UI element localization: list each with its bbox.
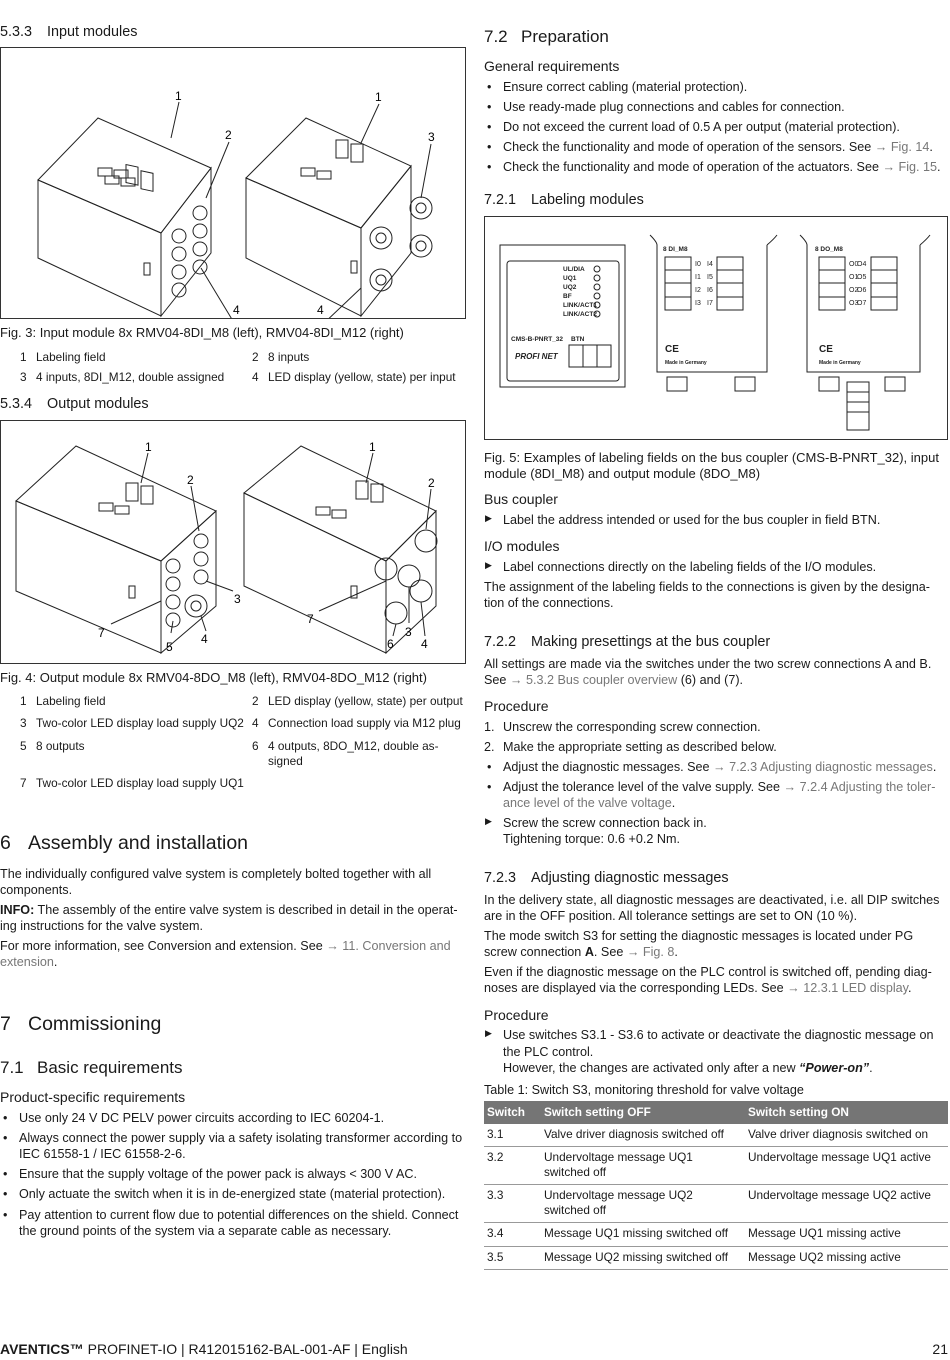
m2-label: O1 xyxy=(849,273,859,281)
link-adjusting-diagnostic-messages[interactable]: → 7.2.3 Adjusting diagnostic messages xyxy=(713,759,933,774)
io-modules-paragraph: The assignment of the labeling fields to the connections is given by the designa-tion of the connections. xyxy=(484,579,930,611)
bc-led-label: UL/DIA xyxy=(563,265,585,273)
section-5-3-3-heading: 5.3.3 Input modules xyxy=(0,24,138,40)
table-row: 3.4 Message UQ1 missing switched off Message UQ1 missing active xyxy=(484,1223,948,1246)
s6-paragraph-1: The individually configured valve system is completely bolted together with all components. xyxy=(0,866,432,897)
m2-label: O7 xyxy=(857,299,867,307)
section-7-1-heading: 7.1 Basic requirements xyxy=(0,1058,183,1078)
table-row: 3.2 Undervoltage message UQ1 switched off Undervoltage message UQ1 active xyxy=(484,1147,948,1185)
switch-instruction: ▶ Use switches S3.1 - S3.6 to activate or deactivate the diagnostic message on the PLC control. However, the changes are activated only after a new “Power-on”. xyxy=(484,1027,946,1075)
m1-label: I4 xyxy=(707,260,713,268)
figure-4-legend: 1 Labeling field 2 LED display (yellow, state) per output 3 Two-color LED display load supply UQ2 4 Connection load supply via M12 plug 5 8 outputs 6 4 outputs, 8DO_M12, double as-signed 7 Two-color LED display load supply UQ1 xyxy=(20,694,463,790)
figure-3-caption: Fig. 3: Input module 8x RMV04-8DI_M8 (left), RMV04-8DI_M12 (right) xyxy=(0,325,404,341)
list-item: • Use only 24 V DC PELV power circuits according to IEC 60204-1. xyxy=(0,1110,466,1126)
table-header: Switch setting OFF xyxy=(541,1101,745,1124)
list-item: • Use ready-made plug connections and cables for connection. xyxy=(484,99,946,115)
module-2-made: Made in Germany xyxy=(819,359,861,366)
bc-led-label: BF xyxy=(563,292,572,300)
figure-5-caption: Fig. 5: Examples of labeling fields on the bus coupler (CMS-B-PNRT_32), input module (8DI_M8) and output module (8DO_M8) xyxy=(484,449,939,482)
procedure-step-1: 1. Unscrew the corresponding screw connection. xyxy=(484,719,761,734)
list-item: • Pay attention to current flow due to potential differences on the shield. Connect the ground points of the system via a separate cable as necessary. xyxy=(0,1207,466,1239)
page-footer xyxy=(0,1341,948,1359)
footer-brand: AVENTICS™ xyxy=(0,1341,84,1357)
list-item: • Adjust the diagnostic messages. See → 7.2.3 Adjusting diagnostic messages. xyxy=(484,759,946,775)
fig4-callout-1b: 1 xyxy=(369,439,376,454)
m1-label: I0 xyxy=(695,260,701,268)
m1-label: I1 xyxy=(695,273,701,281)
link-led-display[interactable]: → 12.3.1 LED display xyxy=(787,981,909,996)
module-2-name: 8 DO_M8 xyxy=(815,245,843,253)
bc-name: CMS-B-PNRT_32 xyxy=(511,335,564,343)
procedure-step-2: 2. Make the appropriate setting as described below. xyxy=(484,739,777,754)
fig3-callout-1a: 1 xyxy=(175,89,182,104)
list-item: • Check the functionality and mode of operation of the actuators. See → Fig. 15. xyxy=(484,159,946,175)
fig4-callout-5: 5 xyxy=(166,639,173,654)
list-item: • Ensure correct cabling (material protection). xyxy=(484,79,946,95)
fig4-callout-7a: 7 xyxy=(98,625,105,640)
general-requirements-heading: General requirements xyxy=(484,57,620,74)
m2-label: O2 xyxy=(849,286,859,294)
bc-led-label: LINK/ACT2 xyxy=(563,310,597,318)
section-7-2-3-heading: 7.2.3 Adjusting diagnostic messages xyxy=(484,870,729,887)
m2-label: O0 xyxy=(849,260,859,268)
module-1-made: Made in Germany xyxy=(665,359,707,366)
m1-label: I6 xyxy=(707,286,713,294)
fig4-callout-2a: 2 xyxy=(187,472,194,487)
fig4-callout-7b: 7 xyxy=(307,611,314,626)
s6-info: INFO: The assembly of the entire valve system is described in detail in the operat-ing instructions for the valve system. xyxy=(0,902,458,934)
fig3-callout-2: 2 xyxy=(225,128,232,143)
product-requirements-list xyxy=(0,1110,466,1239)
fig4-callout-1a: 1 xyxy=(145,439,152,454)
link-fig-8[interactable]: → Fig. 8 xyxy=(626,945,675,960)
bc-led-label: LINK/ACT1 xyxy=(563,301,597,309)
fig3-callout-4b: 4 xyxy=(317,303,324,318)
bc-btn-label: BTN xyxy=(571,335,585,343)
module-2-ce: CE xyxy=(819,343,833,355)
table-1-caption: Table 1: Switch S3, monitoring threshold for valve voltage xyxy=(484,1082,804,1097)
bc-led-label: UQ1 xyxy=(563,274,577,282)
fig4-callout-2b: 2 xyxy=(428,475,435,490)
s723-paragraph-1: In the delivery state, all diagnostic messages are deactivated, i.e. all DIP switches are in the OFF position. All tolerance settings are set to ON (10 %). xyxy=(484,892,940,924)
fig3-callout-4a: 4 xyxy=(233,303,240,318)
m2-label: O3 xyxy=(849,299,859,307)
s723-paragraph-2: The mode switch S3 for setting the diagnostic messages is located under PG screw connection A. See → Fig. 8. xyxy=(484,929,914,960)
fig4-callout-3b: 3 xyxy=(405,624,412,639)
list-item: • Adjust the tolerance level of the valve supply. See → 7.2.4 Adjusting the toler-ance level of the valve voltage. xyxy=(484,779,946,811)
m2-label: O5 xyxy=(857,273,867,281)
figure-5-drawing xyxy=(485,217,947,439)
procedure-heading-1: Procedure xyxy=(484,697,549,714)
figure-4 xyxy=(0,420,466,664)
product-specific-requirements-heading: Product-specific requirements xyxy=(0,1089,186,1106)
table-row: 3.3 Undervoltage message UQ2 switched off Undervoltage message UQ2 active xyxy=(484,1185,948,1223)
list-item: • Only actuate the switch when it is in de-energized state (material protection). xyxy=(0,1186,466,1202)
figure-4-drawing xyxy=(1,421,465,663)
procedure-heading-2: Procedure xyxy=(484,1006,549,1023)
footer-document-info: PROFINET-IO | R412015162-BAL-001-AF | English xyxy=(83,1341,408,1357)
general-requirements-list xyxy=(484,79,946,176)
figure-3 xyxy=(0,47,466,319)
m2-label: O6 xyxy=(857,286,867,294)
list-item: • Always connect the power supply via a safety isolating transformer according to IEC 61558-1 / IEC 61558-2-6. xyxy=(0,1130,466,1162)
io-modules-instruction: ▶ Label connections directly on the labeling fields of the I/O modules. xyxy=(484,559,946,575)
presetting-list xyxy=(484,759,946,811)
section-7-2-2-heading: 7.2.2 Making presettings at the bus coupler xyxy=(484,634,771,651)
m1-label: I3 xyxy=(695,299,701,307)
figure-3-legend: 1 Labeling field 2 8 inputs 3 4 inputs, 8DI_M12, double assigned 4 LED display (yellow, state) per input xyxy=(20,350,456,385)
s6-paragraph-3: For more information, see Conversion and extension. See → 11. Conversion and extension. xyxy=(0,939,451,970)
fig4-callout-4b: 4 xyxy=(421,636,428,651)
module-1-ce: CE xyxy=(665,343,679,355)
screw-back-instruction: ▶ Screw the screw connection back in. Tightening torque: 0.6 +0.2 Nm. xyxy=(484,815,946,847)
s723-paragraph-3: Even if the diagnostic message on the PLC control is switched off, pending diag-noses are displayed via the corresponding LEDs. See → 12.3.1 LED display. xyxy=(484,965,932,996)
link-fig-15[interactable]: → Fig. 15 xyxy=(882,160,938,175)
m1-label: I7 xyxy=(707,299,713,307)
section-7-2-1-heading: 7.2.1 Labeling modules xyxy=(484,192,644,209)
link-conversion-extension[interactable]: → 11. Conversion and extension xyxy=(0,939,451,970)
m2-label: O4 xyxy=(857,260,867,268)
m1-label: I2 xyxy=(695,286,701,294)
table-header: Switch setting ON xyxy=(745,1101,948,1124)
table-row: 3.5 Message UQ2 missing switched off Message UQ2 missing active xyxy=(484,1246,948,1269)
table-row: 3.1 Valve driver diagnosis switched off Valve driver diagnosis switched on xyxy=(484,1124,948,1147)
s722-paragraph: All settings are made via the switches under the two screw connections A and B. See → 5.3.2 Bus coupler overview (6) and (7). xyxy=(484,656,932,687)
list-item: • Do not exceed the current load of 0.5 A per output (material protection). xyxy=(484,119,946,135)
fig3-callout-3: 3 xyxy=(428,130,435,145)
section-5-3-4-heading: 5.3.4 Output modules xyxy=(0,396,149,413)
module-1-name: 8 DI_M8 xyxy=(663,245,688,253)
fig3-callout-1b: 1 xyxy=(375,90,382,105)
link-bus-coupler-overview[interactable]: → 5.3.2 Bus coupler overview xyxy=(509,672,678,687)
right-column xyxy=(484,26,946,1270)
figure-3-drawing xyxy=(1,48,465,318)
left-column xyxy=(0,20,466,1245)
bus-coupler-heading: Bus coupler xyxy=(484,490,558,507)
fig4-callout-4a: 4 xyxy=(201,631,208,646)
figure-5 xyxy=(484,216,948,440)
bc-led-label: UQ2 xyxy=(563,283,577,291)
section-7-2-heading: 7.2 Preparation xyxy=(484,27,609,46)
switch-s3-table xyxy=(484,1101,948,1270)
table-header-row xyxy=(484,1101,948,1124)
section-6-heading: 6 Assembly and installation xyxy=(0,831,249,854)
bus-coupler-instruction: ▶ Label the address intended or used for the bus coupler in field BTN. xyxy=(484,512,946,528)
link-adjusting-tolerance-level[interactable]: → 7.2.4 Adjusting the toler-ance level of the valve voltage xyxy=(503,780,936,811)
figure-4-caption: Fig. 4: Output module 8x RMV04-8DO_M8 (left), RMV04-8DO_M12 (right) xyxy=(0,669,427,685)
io-modules-heading: I/O modules xyxy=(484,537,560,554)
m1-label: I5 xyxy=(707,273,713,281)
profinet-logo: PROFI NET xyxy=(515,351,558,361)
fig4-callout-3a: 3 xyxy=(234,591,241,606)
list-item: • Ensure that the supply voltage of the power pack is always < 300 V AC. xyxy=(0,1166,466,1182)
link-fig-14[interactable]: → Fig. 14 xyxy=(874,139,930,154)
list-item: • Check the functionality and mode of operation of the sensors. See → Fig. 14. xyxy=(484,139,946,155)
page-number: 21 xyxy=(932,1341,948,1357)
section-7-heading: 7 Commissioning xyxy=(0,1013,162,1036)
table-header: Switch xyxy=(484,1101,541,1124)
fig4-callout-6: 6 xyxy=(387,636,394,651)
